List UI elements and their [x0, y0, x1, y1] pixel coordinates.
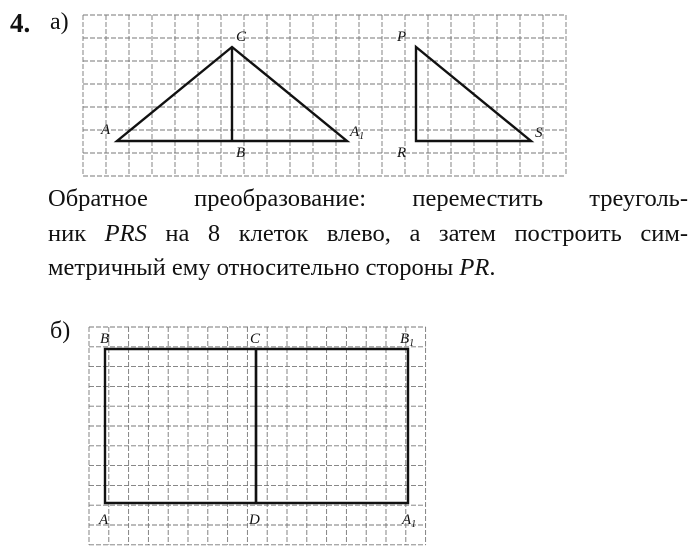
- explanation-line-1: Обратное преобразование: переместить треуголь-: [48, 185, 688, 212]
- part-a-label: а): [50, 9, 69, 35]
- label-p: P: [397, 29, 407, 45]
- label-r: R: [397, 145, 407, 161]
- problem-number: 4.: [10, 8, 31, 38]
- part-b-label: б): [50, 318, 71, 344]
- label-b-d: D: [249, 512, 260, 528]
- label-b-c: C: [250, 331, 261, 347]
- label-b-a1: $A_1$: [402, 512, 417, 530]
- label-b-a: A: [99, 512, 109, 528]
- label-a1: $A_1$: [350, 124, 365, 142]
- label-b-b: B: [100, 331, 110, 347]
- label-b: B: [236, 145, 246, 161]
- explanation-line-3: метричный ему относительно стороны PR.: [48, 254, 496, 281]
- label-b-b1: $B_1$: [400, 331, 415, 349]
- label-a: A: [101, 122, 111, 138]
- label-c: C: [236, 29, 247, 45]
- label-s: S: [535, 125, 543, 141]
- explanation-line-2: ник PRS на 8 клеток влево, а затем построить сим-: [48, 219, 688, 247]
